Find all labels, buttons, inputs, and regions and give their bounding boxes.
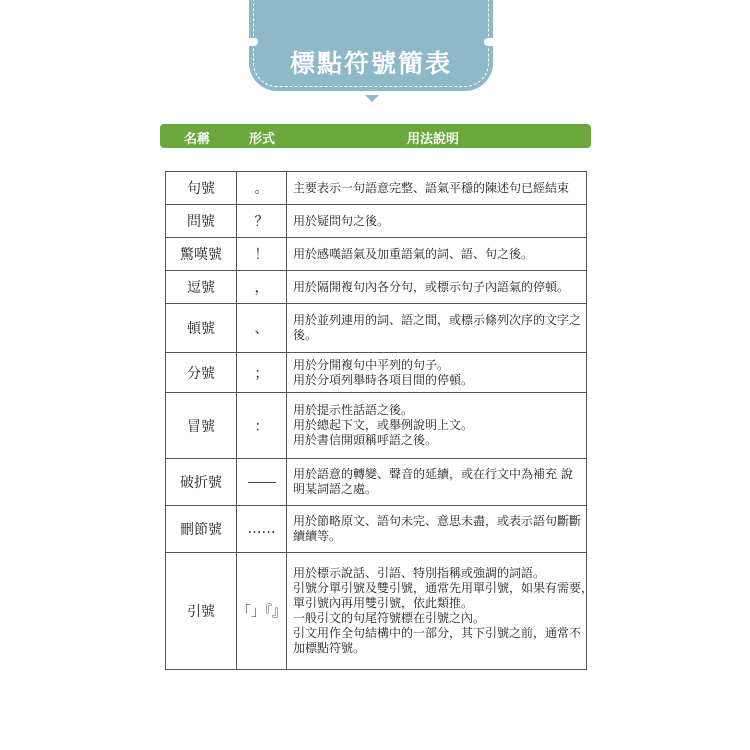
punct-form (237, 459, 287, 506)
usage-line: 引號分單引號及雙引號，通常先用單引號，如果有需要， (293, 581, 594, 595)
usage-line: 主要表示一句語意完整、語氣平穩的陳述句已經結束 (293, 180, 570, 195)
usage-line: 用於並列連用的詞、語之間，或標示條列次序的文字之 (293, 313, 582, 327)
usage-line: 續續等。 (293, 529, 342, 543)
usage-line: 後。 (293, 328, 318, 342)
punct-name: 刪節號 (166, 506, 237, 553)
punct-usage (287, 506, 587, 553)
table-row (166, 553, 587, 670)
table-row (166, 459, 587, 506)
table-row (166, 238, 587, 271)
punct-form: ！ (237, 238, 287, 271)
usage-line: 用於總起下文，或舉例說明上文。 (293, 418, 474, 432)
usage-line: 用於節略原文、語句未完、意思未盡，或表示語句斷斷 (293, 514, 582, 528)
punct-name: 破折號 (166, 459, 237, 506)
punct-usage (287, 172, 587, 205)
header-usage: 用法說明 (407, 132, 460, 147)
punctuation-table (165, 171, 594, 670)
table-header-bar (160, 124, 591, 148)
usage-line: 明某詞語之處。 (293, 482, 378, 496)
punct-form: 、 (237, 304, 287, 353)
punct-usage (287, 553, 594, 670)
punct-name: 句號 (166, 172, 237, 205)
table-row (166, 506, 587, 553)
usage-line: 用於分項列舉時各項目間的停頓。 (293, 372, 474, 387)
punct-form: 。 (237, 172, 287, 205)
punct-form: ， (237, 271, 287, 304)
usage-line: 引文用作全句結構中的一部分，其下引號之前，通常不 (293, 626, 582, 640)
usage-line: 單引號內再用雙引號，依此類推。 (293, 596, 474, 610)
table-row (166, 304, 587, 353)
punct-form: …… (237, 506, 287, 553)
usage-line: 用於標示說話、引語、特別指稱或強調的詞語。 (293, 566, 546, 580)
table-row (166, 172, 587, 205)
usage-line: 加標點符號。 (293, 641, 366, 655)
punct-form: ？ (237, 205, 287, 238)
table-row (166, 205, 587, 238)
header-name: 名稱 (184, 132, 211, 147)
punct-usage (287, 353, 587, 393)
usage-line: 用於書信開頭稱呼語之後。 (293, 433, 438, 447)
usage-line: 用於疑問句之後。 (293, 213, 390, 228)
punct-name: 驚嘆號 (166, 238, 237, 271)
punct-usage (287, 271, 587, 304)
punct-form: ： (237, 393, 287, 459)
punct-form: ； (237, 353, 287, 393)
punct-usage (287, 459, 587, 506)
punct-name: 逗號 (166, 271, 237, 304)
dash-mark (248, 482, 276, 483)
table-row (166, 353, 587, 393)
title-banner (249, 0, 493, 91)
title-notch-left (240, 38, 258, 46)
punct-name: 頓號 (166, 304, 237, 353)
punct-form: 「」『』 (237, 553, 287, 670)
usage-line: 用於語意的轉變、聲音的延續，或在行文中為補充 說 (293, 467, 573, 481)
punct-usage (287, 393, 587, 459)
punct-usage (287, 238, 587, 271)
usage-line: 用於分開複句中平列的句子。 (293, 357, 450, 372)
usage-line: 用於隔開複句內各分句，或標示句子內語氣的停頓。 (293, 279, 570, 294)
table-row (166, 393, 587, 459)
title-notch-right (484, 38, 502, 46)
usage-line: 用於感嘆語氣及加重語氣的詞、語、句之後。 (293, 246, 534, 261)
punct-name: 分號 (166, 353, 237, 393)
table-row (166, 271, 587, 304)
usage-line: 一般引文的句尾符號標在引號之內。 (293, 611, 486, 625)
header-form: 形式 (249, 132, 276, 147)
usage-line: 用於提示性話語之後。 (293, 403, 414, 417)
punct-name: 冒號 (166, 393, 237, 459)
punct-name: 問號 (166, 205, 237, 238)
punct-usage (287, 304, 587, 353)
page-title: 標點符號簡表 (289, 49, 452, 78)
punct-name: 引號 (166, 553, 237, 670)
punct-usage (287, 205, 587, 238)
down-arrow-icon (365, 95, 379, 102)
